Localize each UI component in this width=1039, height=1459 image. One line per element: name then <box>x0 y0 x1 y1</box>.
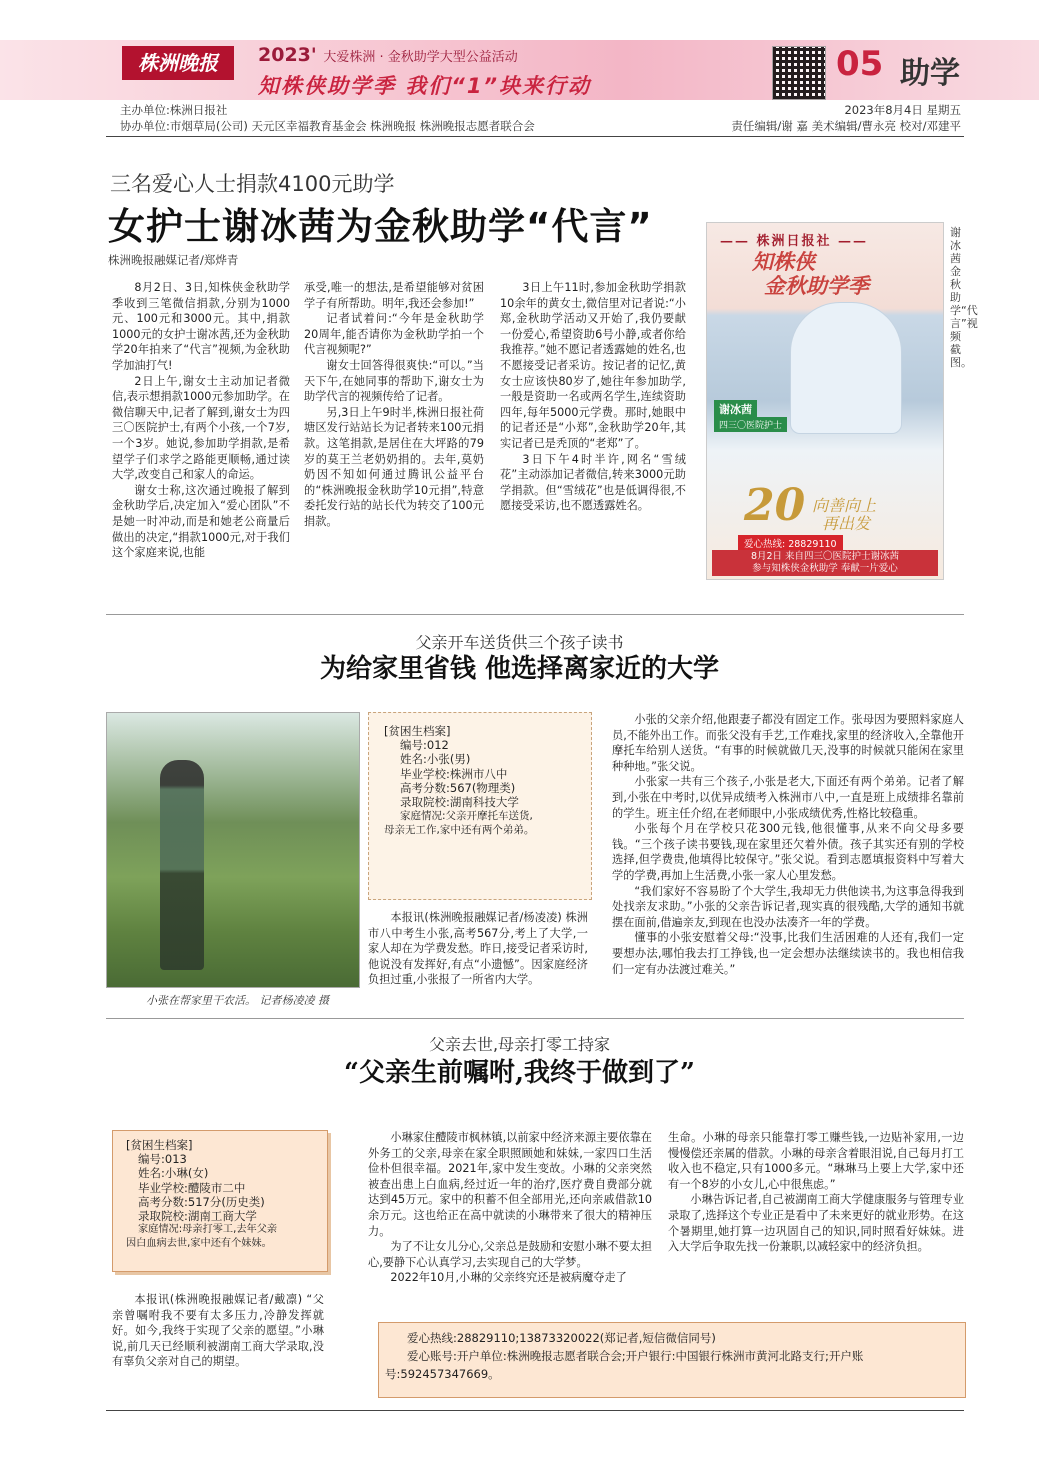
paragraph: 3日上午11时,参加金秋助学捐款10余年的黄女士,微信里对记者说:“小郑,金秋助学活动又开始了,我仍要献一份爱心,希望资助6号小静,或者你给我推荐。”她不愿记者透露她的姓名,也不愿接受记者采访。按记者的记忆,黄女士应该快80岁了,她往年参加助学,一般是资助一名或两名学生,连续资助四年,每年5000元学费。那时,她眼中的记者还是“小郑”,金秋助学20年,其实记者已是秃顶的“老郑”了。 <box>500 281 686 450</box>
paragraph: 小张的父亲介绍,他跟妻子都没有固定工作。张母因为要照料家庭人员,不能外出工作。而张父没有手艺,工作难找,家里的经济收入,全靠他开摩托车给别人送货。“有事的时候就做几天,没事的时候就只能闲在家里种种地。”张父说。 <box>612 713 964 773</box>
paragraph: 小琳家住醴陵市枫林镇,以前家中经济来源主要依靠在外务工的父亲,母亲在家全职照顾她和妹妹,一家四口生活俭朴但很幸福。2021年,家中发生变故。小琳的父亲突然被查出患上白血病,经过近一年的治疗,医疗费自费部分就达到45万元。家中的积蓄不但全部用光,还向亲戚借款10余万元。这也给正在高中就读的小琳带来了很大的精神压力。 <box>368 1131 652 1238</box>
issue-date: 2023年8月4日 星期五 <box>844 103 961 117</box>
article3-column-1 <box>368 1130 652 1286</box>
photo-caption-banner <box>712 550 938 576</box>
photo-title-line: 金秋助学季 <box>764 273 869 298</box>
donation-info-box <box>378 1322 966 1398</box>
profile-line: 编号:013 <box>138 1152 187 1167</box>
article1-title: 女护士谢冰茜为金秋助学“代言” <box>108 205 653 248</box>
profile-list <box>384 724 534 838</box>
name-tag: 谢冰茜 <box>714 400 757 418</box>
section-divider <box>106 1018 964 1019</box>
paragraph: 记者试着问:“今年是金秋助学20周年,能否请你为金秋助学拍一个代言视频呢?” <box>304 312 484 357</box>
profile-line: 家庭情况:父亲开摩托车送货, <box>400 810 533 823</box>
caption-line: 8月2日 来自四三〇医院护士谢冰茜 <box>750 551 900 562</box>
paragraph: “我们家好不容易盼了个大学生,我却无力供他读书,为这事急得我到处找亲友求助。”小张的父亲告诉记者,现实真的很残酷,大学的通知书就摆在面前,借遍亲友,到现在也没办法凑齐一年的学费。 <box>612 884 964 929</box>
donation-hotline: 爱心热线:28829110;13873320022(郑记者,短信微信同号) <box>407 1331 716 1345</box>
profile-line: 家庭情况:母亲打零工,去年父亲 <box>138 1224 278 1236</box>
paragraph: 谢女士回答得很爽快:“可以。”当天下午,在她同事的帮助下,谢女士为助学代言的视频传给了记者。 <box>304 358 484 404</box>
anniversary-slogan <box>812 497 876 533</box>
photo-title-line: 知株侠 <box>752 249 815 274</box>
nurse-figure <box>790 302 902 434</box>
qr-code-icon <box>772 46 826 100</box>
job-tag: 四三〇医院护士 <box>714 417 787 432</box>
paragraph: 生命。小琳的母亲只能靠打零工赚些钱,一边贴补家用,一边慢慢偿还亲属的借款。小琳的母亲含着眼泪说,自己每月打工收入也不稳定,只有1000多元。“琳琳马上要上大学,家中还有一个8岁的小女儿,心中很焦虑。” <box>668 1131 964 1191</box>
profile-line: 高考分数:567(物理类) <box>400 780 516 795</box>
caption-line: 参与知株侠金秋助学 奉献一片爱心 <box>752 563 898 574</box>
profile-line: 毕业学校:株洲市八中 <box>400 766 508 781</box>
article1-column-1 <box>112 280 290 561</box>
paragraph: 3日下午4时半许,网名“雪绒花”主动添加记者微信,转来3000元助学捐款。但“雪绒花”也是低调得很,不愿接受采访,也不愿透露姓名。 <box>500 452 686 513</box>
article1-byline: 株洲晚报融媒记者/郑烨青 <box>108 253 239 267</box>
donation-account: 爱心账号:开户单位:株洲晚报志愿者联合会;开户银行:中国银行株洲市黄河北路支行;开户账号:592457347669。 <box>385 1349 864 1381</box>
event-line <box>258 44 518 66</box>
photo-org-label: —— 株洲日报社 —— <box>720 234 869 249</box>
article3-lead <box>112 1292 324 1370</box>
farm-photo <box>106 712 360 988</box>
article1-kicker: 三名爱心人士捐款4100元助学 <box>110 172 395 196</box>
section-title: 助学 <box>900 56 960 91</box>
paragraph: 小张每个月在学校只花300元钱,他很懂事,从来不向父母多要钱。“三个孩子读书要钱,现在家里还欠着外债。孩子其实还有别的学校选择,但学费贵,他填得比较保守。”张父说。看到志愿填报资料中写着大学的学费,再加上生活费,小张一家人心里发愁。 <box>612 822 964 882</box>
page-number: 05 <box>836 44 884 84</box>
anniversary-number: 20 <box>744 480 806 531</box>
event-year: 2023' <box>258 44 317 66</box>
newspaper-logo: 株洲晚报 <box>122 46 234 80</box>
article1-column-3 <box>500 280 686 514</box>
article3-kicker: 父亲去世,母亲打零工持家 <box>428 1035 611 1054</box>
paragraph: 小琳告诉记者,自己被湖南工商大学健康服务与管理专业录取了,选择这个专业正是看中了未来更好的就业形势。在这个暑期里,她打算一边巩固自己的知识,同时照看好妹妹。进入大学后争取先找一份兼职,以减轻家中的经济负担。 <box>668 1193 964 1254</box>
profile-title: [贫困生档案] <box>126 1138 193 1152</box>
profile-line: 高考分数:517分(历史类) <box>138 1194 265 1209</box>
profile-line: 姓名:小张(男) <box>400 752 471 767</box>
slogan-line: 向善向上 <box>812 496 877 515</box>
profile-line: 母亲无工作,家中还有两个弟弟。 <box>384 824 535 837</box>
student-figure <box>160 760 204 970</box>
article2-body <box>612 712 964 977</box>
profile-line: 毕业学校:醴陵市二中 <box>138 1180 246 1195</box>
article3-title: “父亲生前嘱咐,我终于做到了” <box>344 1058 695 1088</box>
article3-column-2 <box>668 1130 964 1255</box>
article2-lead <box>368 910 588 988</box>
profile-line: 因白血病去世,家中还有个妹妹。 <box>126 1238 272 1250</box>
slogan-line: 再出发 <box>822 514 871 533</box>
paragraph: 8月2日、3日,知株侠金秋助学季收到三笔微信捐款,分别为1000元、100元和3000元。其中,捐款1000元的女护士谢冰茜,还为金秋助学20年拍来了“代言”视频,为金秋助学加油打气! <box>112 281 290 372</box>
header-divider <box>106 136 964 137</box>
profile-line: 录取院校:湖南工商大学 <box>138 1209 257 1224</box>
paragraph: 懂事的小张安慰着父母:“没事,比我们生活困难的人还有,我们一定要想办法,哪怕我去打工挣钱,也一定会想办法继续读书的。我也相信我们一定有办法渡过难关。” <box>612 931 964 976</box>
paragraph: 本报讯(株洲晚报融媒记者/戴凛) “父亲曾嘱咐我不要有太多压力,冷静发挥就好。如今,我终于实现了父亲的愿望。”小琳说,前几天已经顺利被湖南工商大学录取,没有辜负父亲对自己的期望。 <box>112 1293 324 1369</box>
vertical-caption: 谢冰茜金秋助学“代言”视频截图。 <box>950 226 978 369</box>
paragraph: 另,3日上午9时半,株洲日报社荷塘区发行站站长为记者转来100元捐款。这笔捐款,是居住在大坪路的79岁的莫王兰老奶奶捐的。去年,莫奶奶因不知如何通过腾讯公益平台的“株洲晚报金秋助学10元捐”,特意委托发行站的站长代为转交了100元捐款。 <box>304 405 484 528</box>
co-sponsors: 协办单位:市烟草局(公司) 天元区幸福教育基金会 株洲晚报 株洲晚报志愿者联合会 <box>120 119 535 133</box>
article2-title: 为给家里省钱 他选择离家近的大学 <box>319 654 720 684</box>
profile-line: 录取院校:湖南科技大学 <box>400 795 519 810</box>
photo-caption: 小张在帮家里干农活。 记者杨凌凌 摄 <box>146 994 329 1007</box>
paragraph: 2日上午,谢女士主动加记者微信,表示想捐款1000元参加助学。在微信聊天中,记者了解到,谢女士为四三〇医院护士,有两个小孩,一个7岁,一个3岁。她说,参加助学捐款,是希望学子们求学之路能更顺畅,通过读大学,改变自己和家人的命运。 <box>112 374 290 482</box>
editors: 责任编辑/谢 嘉 美术编辑/曹永亮 校对/邓建平 <box>731 119 961 133</box>
profile-list <box>126 1138 277 1252</box>
paragraph: 谢女士称,这次通过晚报了解到金秋助学后,决定加入“爱心团队”不是她一时冲动,而是和她老公商量后做出的决定,“捐款1000元,对于我们这个家庭来说,也能 <box>112 483 290 560</box>
article1-column-2 <box>304 280 484 530</box>
paragraph: 2022年10月,小琳的父亲终究还是被病魔夺走了 <box>390 1271 627 1285</box>
profile-title: [贫困生档案] <box>384 724 451 738</box>
article2-kicker: 父亲开车送货供三个孩子读书 <box>415 633 624 652</box>
paragraph: 为了不让女儿分心,父亲总是鼓励和安慰小琳不要太担心,要静下心认真学习,去实现自己的大学梦。 <box>368 1240 652 1269</box>
profile-line: 姓名:小琳(女) <box>138 1166 209 1181</box>
footer-divider <box>106 1410 964 1411</box>
event-slogan: 知株侠助学季 我们“1”块来行动 <box>258 74 591 98</box>
sponsor: 主办单位:株洲日报社 <box>120 103 228 117</box>
photo-hotline: 爱心热线: 28829110 <box>738 535 843 551</box>
photo-title <box>752 250 869 298</box>
section-divider <box>106 614 964 615</box>
event-name: 大爱株洲 · 金秋助学大型公益活动 <box>323 50 518 65</box>
paragraph: 本报讯(株洲晚报融媒记者/杨凌凌) 株洲市八中考生小张,高考567分,考上了大学,一家人却在为学费发愁。昨日,接受记者采访时,他说没有发挥好,有点“小遗憾”。因家庭经济负担过重,小张报了一所省内大学。 <box>368 911 588 987</box>
paragraph: 小张家一共有三个孩子,小张是老大,下面还有两个弟弟。记者了解到,小张在中考时,以优异成绩考入株洲市八中,一直是班上成绩排名靠前的学生。班主任介绍,在老师眼中,小张成绩优秀,性格比较稳重。 <box>612 775 964 820</box>
paragraph: 承受,唯一的想法,是希望能够对贫困学子有所帮助。明年,我还会参加!” <box>304 281 484 310</box>
profile-line: 编号:012 <box>400 738 449 753</box>
